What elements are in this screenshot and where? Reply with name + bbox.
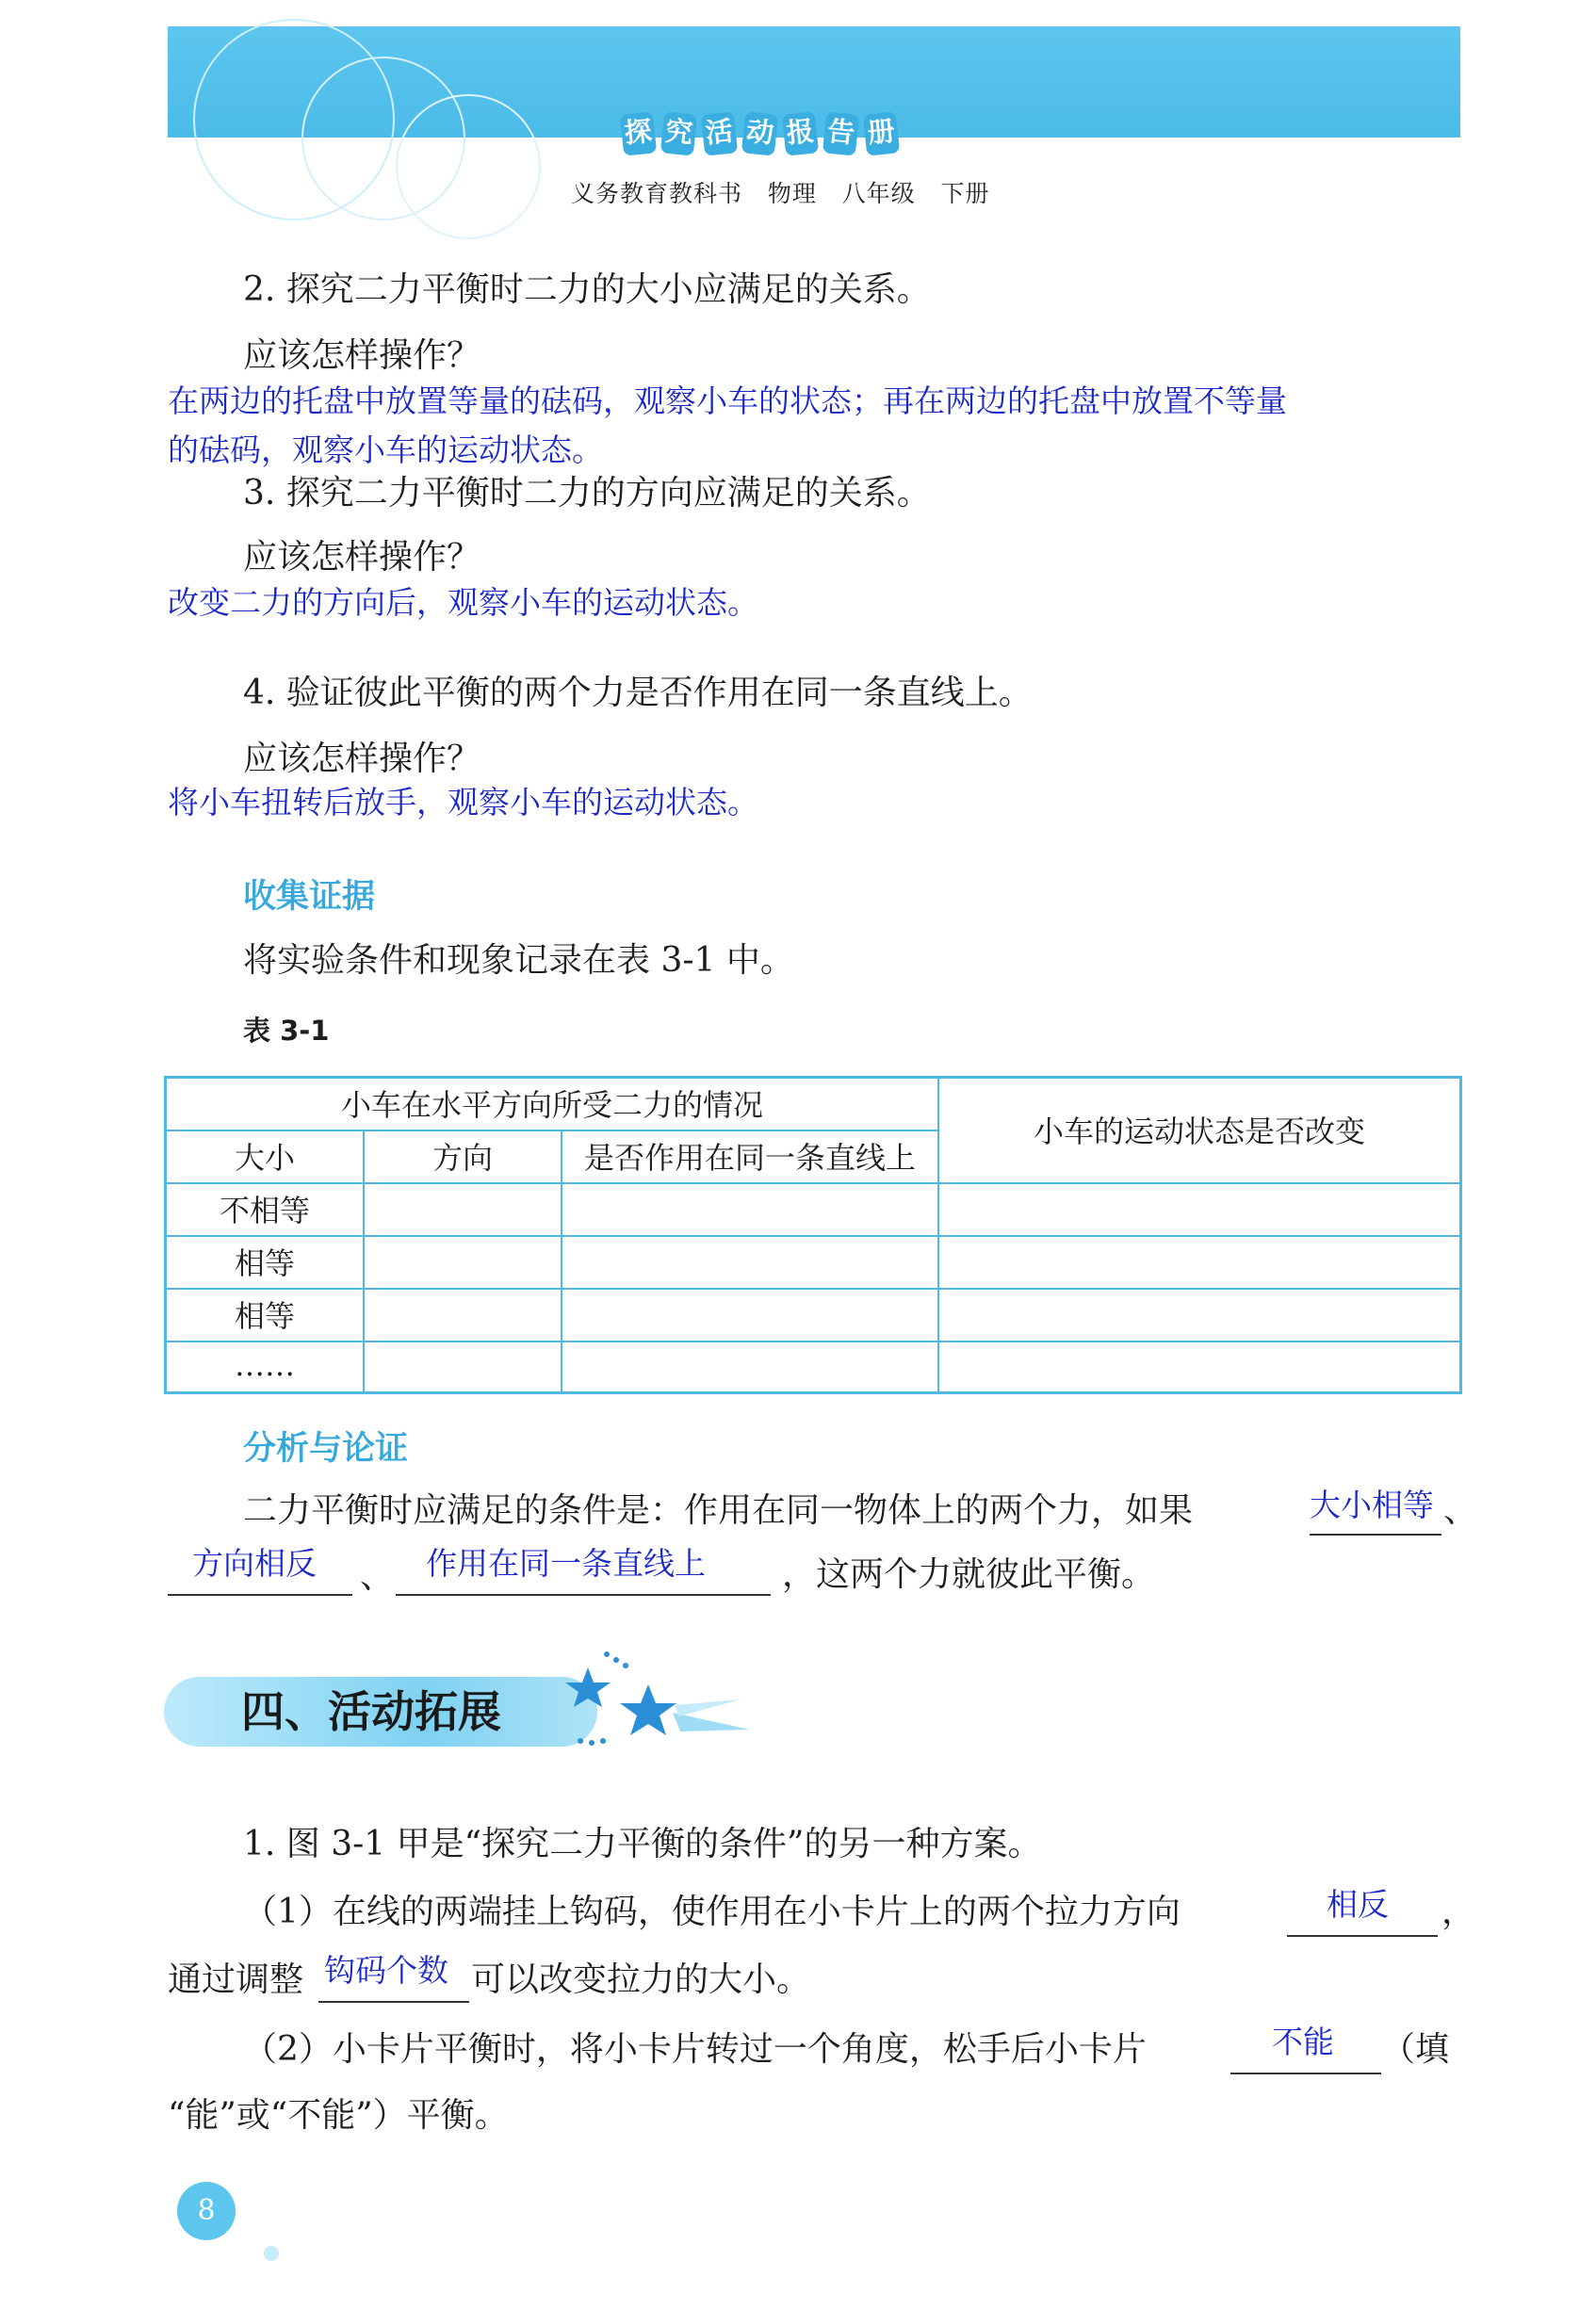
question-2-prompt: 应该怎样操作？: [243, 336, 481, 375]
table-rule: [167, 1235, 1459, 1237]
extension-sub-1-line2-end: 可以改变拉力的大小。: [471, 1960, 811, 1999]
separator: ，: [1441, 1893, 1476, 1931]
table-group-header: 小车在水平方向所受二力的情况: [340, 1087, 763, 1123]
header-title-char: 活: [701, 111, 738, 155]
analysis-line2-end: ，这两个力就彼此平衡。: [782, 1555, 1156, 1594]
table-rule: [167, 1182, 1459, 1184]
record-table: [164, 1076, 1462, 1394]
header-title-char: 告: [822, 111, 859, 155]
question-3: 3. 探究二力平衡时二力的方向应满足的关系。: [243, 474, 931, 512]
answer-blank-3: 作用在同一条直线上: [426, 1545, 706, 1582]
header-title-char: 册: [863, 111, 900, 155]
extension-sub-1-line2: 通过调整: [168, 1960, 304, 1999]
question-4-prompt: 应该怎样操作？: [243, 740, 481, 778]
analysis-line1: 二力平衡时应满足的条件是：作用在同一物体上的两个力，如果: [243, 1491, 1194, 1530]
section-analysis: 分析与论证: [243, 1430, 409, 1468]
answer-blank-2: 方向相反: [192, 1545, 317, 1582]
answer-direction: 相反: [1327, 1886, 1389, 1923]
answer-hook-count: 钩码个数: [324, 1952, 448, 1989]
table-rule: [167, 1130, 939, 1131]
header-subtitle: 义务教育教科书 物理 八年级 下册: [571, 180, 990, 207]
table-column-header: 是否作用在同一条直线上: [583, 1140, 916, 1176]
header-decor-circle: [396, 94, 541, 239]
question-4-answer: 将小车扭转后放手，观察小车的运动状态。: [168, 784, 758, 821]
table-result-header: 小车的运动状态是否改变: [1033, 1114, 1365, 1149]
separator: 、: [360, 1557, 395, 1596]
answer-blank-1: 大小相等: [1310, 1487, 1434, 1523]
table-rule: [167, 1288, 1459, 1290]
question-2-answer-line2: 的砝码，观察小车的运动状态。: [168, 431, 603, 468]
question-2-answer-line1: 在两边的托盘中放置等量的砝码，观察小车的状态；再在两边的托盘中放置不等量: [168, 382, 1287, 419]
section-collect-evidence: 收集证据: [243, 878, 376, 916]
table-column-header: 大小: [234, 1140, 295, 1176]
decor-dot: [264, 2246, 279, 2261]
separator: 、: [1443, 1491, 1478, 1530]
extension-sub-2-fill-hint: （填: [1381, 2030, 1450, 2069]
star-decoration-icon: [562, 1647, 759, 1769]
question-3-answer: 改变二力的方向后，观察小车的运动状态。: [168, 584, 758, 621]
extension-item-1: 1. 图 3-1 甲是“探究二力平衡的条件”的另一种方案。: [243, 1825, 1042, 1863]
table-row-size: 相等: [234, 1298, 295, 1334]
table-row-size: 相等: [234, 1245, 295, 1281]
extension-sub-2-line2: “能”或“不能”）平衡。: [168, 2096, 509, 2135]
header-title-char: 探: [620, 111, 657, 155]
collect-instruction: 将实验条件和现象记录在表 3-1 中。: [243, 941, 794, 980]
question-3-prompt: 应该怎样操作？: [243, 538, 481, 577]
extension-sub-2-line1: （2）小卡片平衡时，将小卡片转过一个角度，松手后小卡片: [243, 2030, 1147, 2069]
table-row-size: ……: [235, 1347, 295, 1383]
question-2: 2. 探究二力平衡时二力的大小应满足的关系。: [243, 270, 931, 309]
table-caption: 表 3-1: [243, 1015, 330, 1047]
extension-sub-1-line1: （1）在线的两端挂上钩码，使作用在小卡片上的两个拉力方向: [243, 1893, 1181, 1931]
header-title-char: 报: [782, 111, 819, 155]
page-number: 8: [177, 2182, 236, 2240]
table-rule: [167, 1341, 1459, 1342]
table-row-size: 不相等: [219, 1193, 310, 1228]
header-title-char: 动: [741, 111, 778, 155]
extension-banner-title: 四、活动拓展: [241, 1686, 501, 1737]
header-title: [622, 113, 898, 154]
header-title-char: 究: [660, 111, 697, 155]
question-4: 4. 验证彼此平衡的两个力是否作用在同一条直线上。: [243, 674, 1033, 712]
table-column-header: 方向: [432, 1140, 493, 1176]
answer-balance: 不能: [1272, 2024, 1334, 2060]
